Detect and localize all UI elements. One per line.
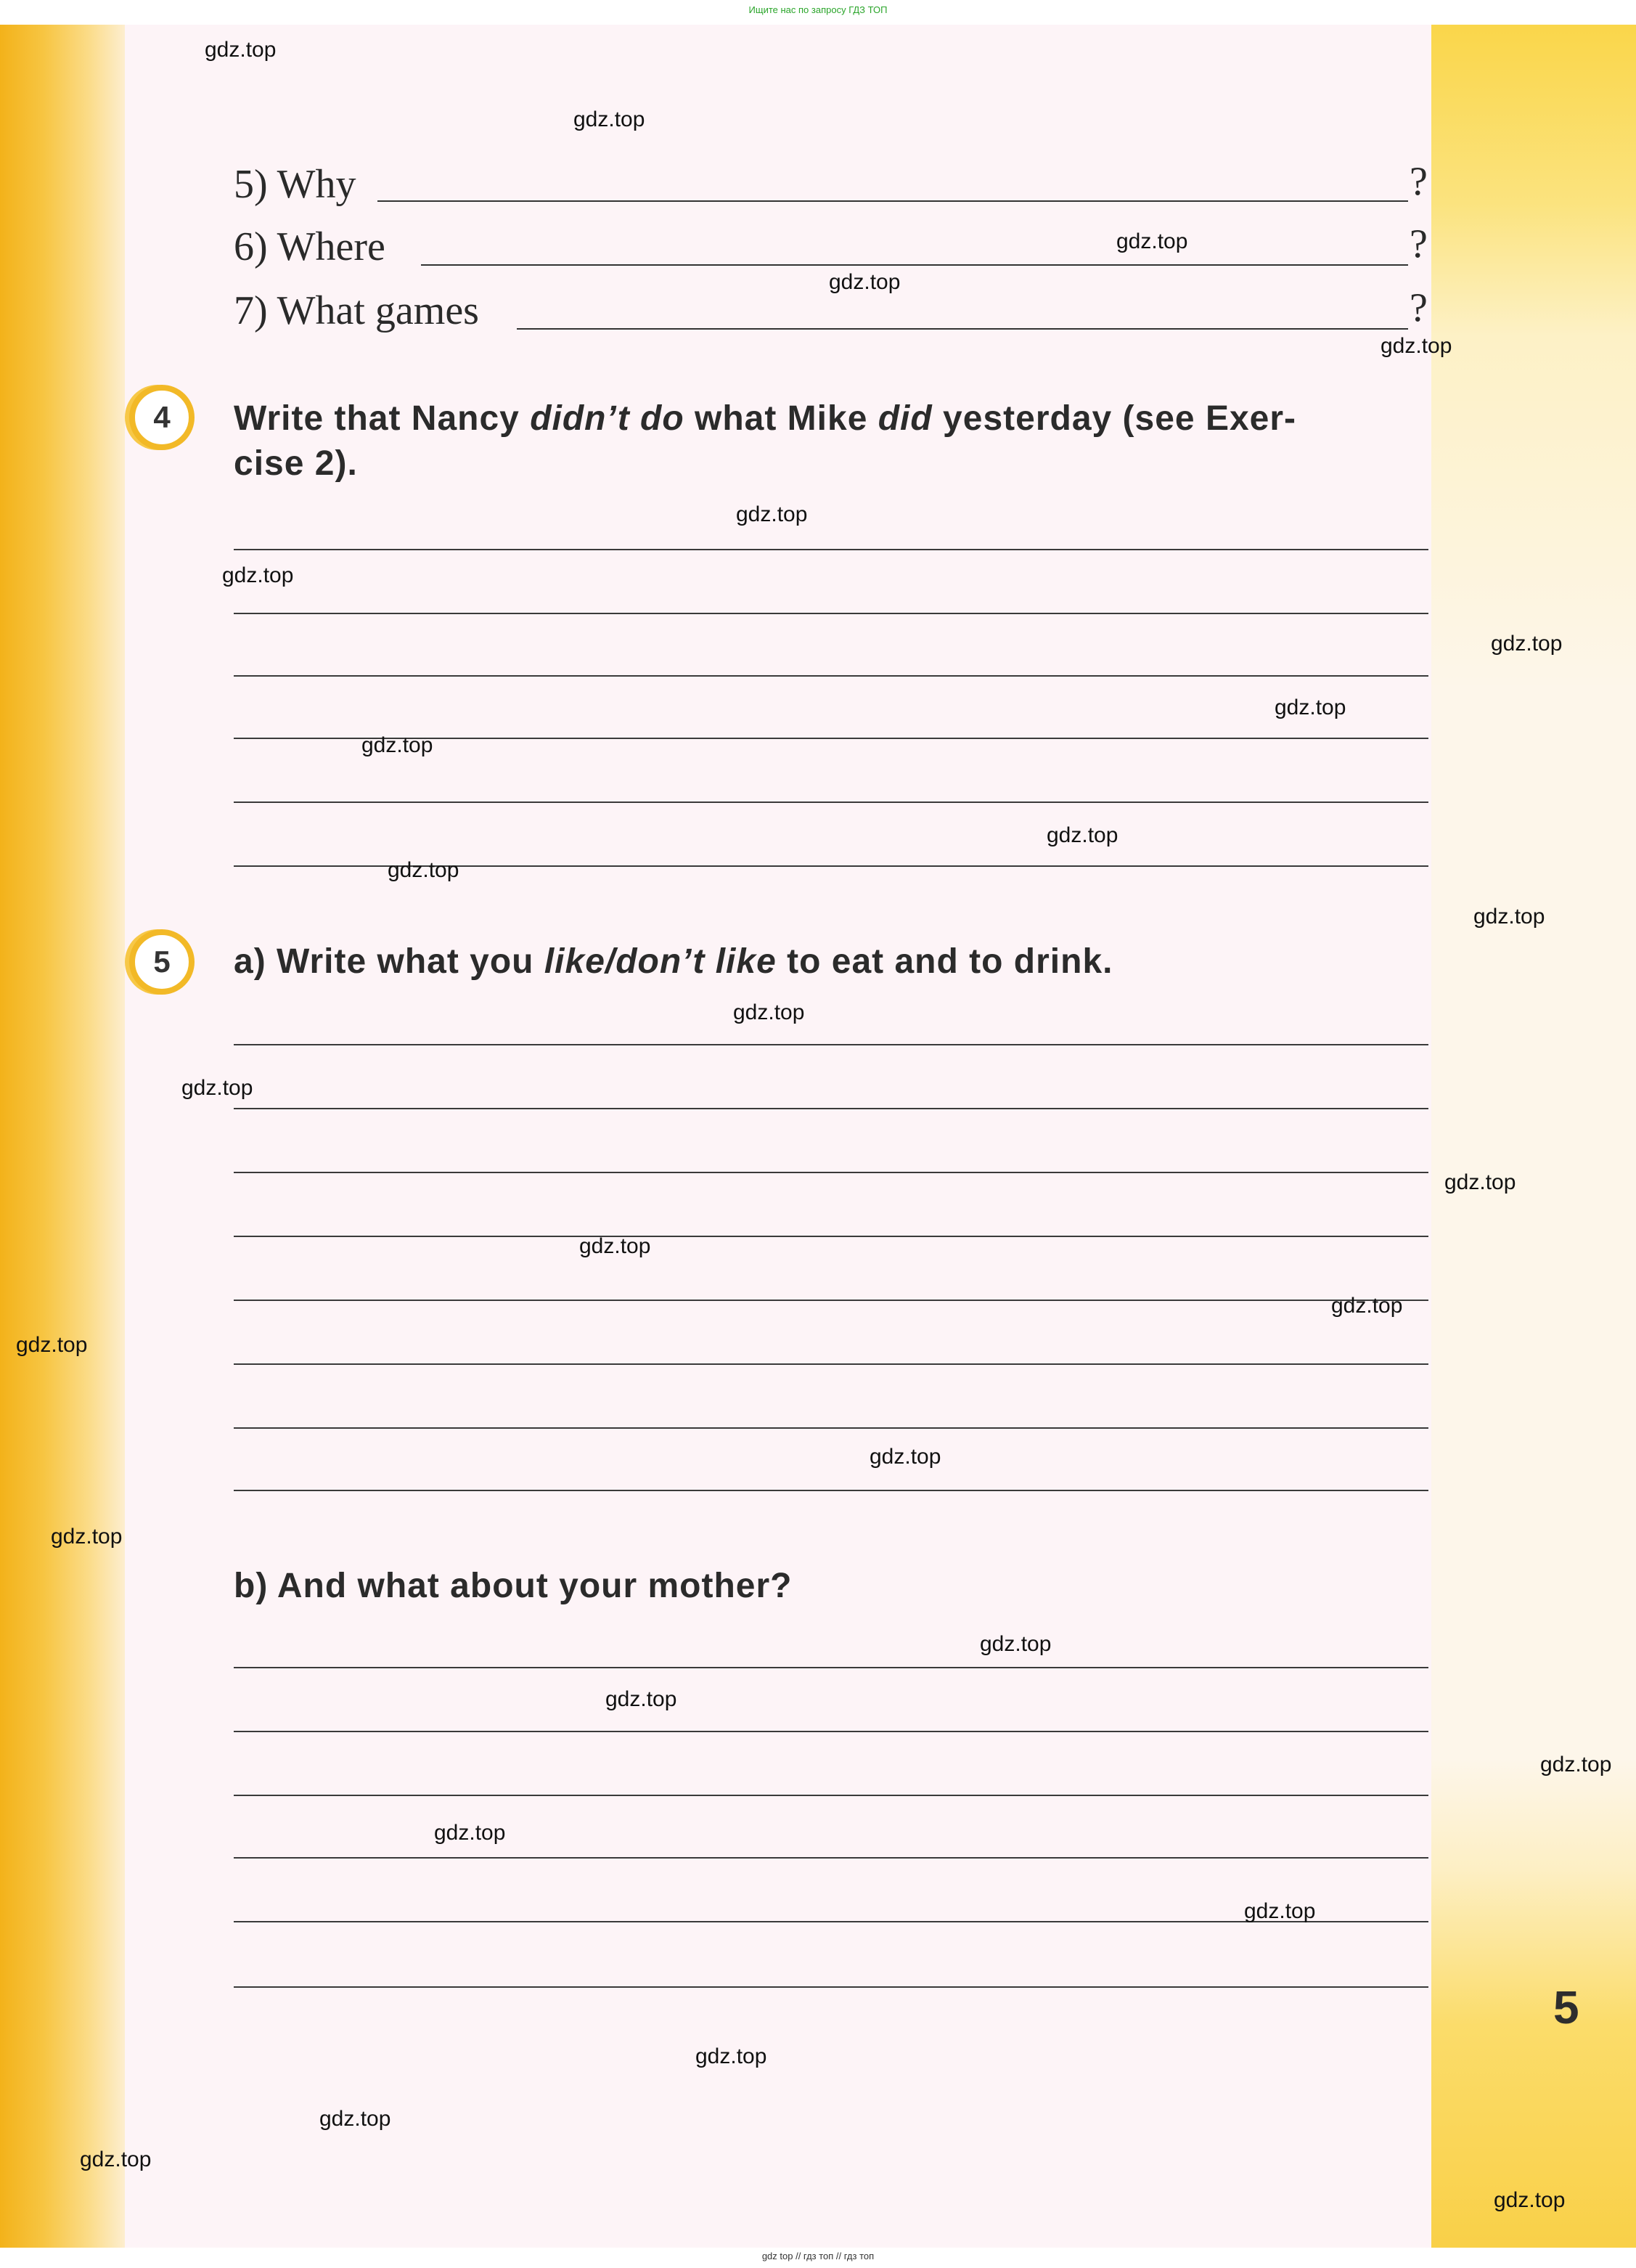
question-7-label: 7) What games — [234, 288, 479, 333]
watermark: gdz.top — [319, 2107, 391, 2131]
watermark: gdz.top — [733, 1000, 805, 1024]
watermark: gdz.top — [361, 733, 433, 757]
exercise-5-number-badge — [129, 929, 195, 995]
right-margin-decoration — [1431, 25, 1636, 2248]
watermark: gdz.top — [80, 2147, 152, 2171]
exercise-4-number-badge — [129, 385, 195, 450]
answer-line[interactable] — [234, 549, 1428, 550]
answer-line[interactable] — [234, 1427, 1428, 1429]
watermark: gdz.top — [1444, 1170, 1516, 1194]
left-margin-decoration — [0, 25, 125, 2248]
exercise-5-number: 5 — [153, 945, 171, 979]
watermark: gdz.top — [579, 1234, 651, 1258]
exercise-4-title-line2: cise 2). — [234, 444, 358, 483]
exercise-4-title-part: yesterday (see Exer- — [932, 399, 1297, 438]
exercise-4-title-part: what Mike — [684, 399, 878, 438]
answer-line[interactable] — [234, 1490, 1428, 1491]
watermark: gdz.top — [222, 563, 294, 587]
watermark: gdz.top — [1047, 823, 1118, 847]
question-6-label: 6) Where — [234, 224, 385, 269]
answer-line[interactable] — [234, 1044, 1428, 1045]
answer-line[interactable] — [234, 1363, 1428, 1365]
watermark: gdz.top — [695, 2044, 767, 2068]
watermark: gdz.top — [1491, 632, 1563, 656]
watermark: gdz.top — [1540, 1753, 1612, 1777]
watermark: gdz.top — [434, 1821, 506, 1845]
question-5-label: 5) Why — [234, 162, 356, 207]
exercise-5a-title-emphasis: like/don’t like — [544, 942, 777, 981]
exercise-4-title-emphasis: did — [878, 399, 933, 438]
question-5-mark: ? — [1410, 159, 1428, 204]
answer-line[interactable] — [234, 1667, 1428, 1668]
answer-line[interactable] — [234, 801, 1428, 803]
answer-line[interactable] — [234, 1300, 1428, 1301]
exercise-4-instruction — [234, 396, 1431, 486]
watermark: gdz.top — [736, 502, 808, 526]
exercise-5a-instruction — [234, 939, 1431, 984]
watermark: gdz.top — [16, 1333, 88, 1357]
answer-line[interactable] — [234, 1172, 1428, 1173]
watermark: gdz.top — [388, 858, 459, 882]
answer-line[interactable] — [234, 613, 1428, 614]
exercise-4-title-part: Write that Nancy — [234, 399, 531, 438]
answer-line[interactable] — [234, 1857, 1428, 1859]
answer-line-question-6[interactable] — [421, 264, 1408, 266]
question-6-mark: ? — [1410, 221, 1428, 266]
exercise-5a-title-part: a) Write what you — [234, 942, 544, 981]
answer-line[interactable] — [234, 1986, 1428, 1988]
answer-line-question-5[interactable] — [377, 200, 1408, 202]
answer-line[interactable] — [234, 1108, 1428, 1109]
watermark: gdz.top — [205, 38, 277, 62]
watermark: gdz.top — [870, 1445, 941, 1469]
watermark: gdz.top — [1381, 334, 1452, 358]
watermark: gdz.top — [1244, 1899, 1316, 1923]
watermark: gdz.top — [1116, 229, 1188, 253]
answer-line[interactable] — [234, 1795, 1428, 1796]
page-number: 5 — [1553, 1981, 1579, 2034]
watermark: gdz.top — [1473, 905, 1545, 929]
top-search-note: Ищите нас по запросу ГДЗ ТОП — [748, 4, 888, 15]
watermark: gdz.top — [1331, 1294, 1403, 1318]
exercise-4-number: 4 — [153, 400, 171, 434]
answer-line-question-7[interactable] — [517, 328, 1408, 330]
question-7-mark: ? — [1410, 285, 1428, 330]
exercise-5b-instruction: b) And what about your mother? — [234, 1567, 793, 1605]
watermark: gdz.top — [573, 107, 645, 131]
watermark: gdz.top — [829, 270, 901, 294]
watermark: gdz.top — [181, 1076, 253, 1100]
watermark: gdz.top — [51, 1525, 123, 1549]
watermark: gdz.top — [980, 1632, 1052, 1656]
answer-line[interactable] — [234, 675, 1428, 677]
watermark: gdz.top — [605, 1687, 677, 1711]
watermark: gdz.top — [1275, 696, 1346, 719]
answer-line[interactable] — [234, 1731, 1428, 1732]
answer-line[interactable] — [234, 1236, 1428, 1237]
watermark: gdz.top — [1494, 2188, 1566, 2212]
exercise-5a-title-part: to eat and to drink. — [776, 942, 1113, 981]
exercise-4-title-emphasis: didn’t do — [530, 399, 684, 438]
bottom-site-note: gdz top // гдз топ // гдз топ — [761, 2251, 875, 2261]
